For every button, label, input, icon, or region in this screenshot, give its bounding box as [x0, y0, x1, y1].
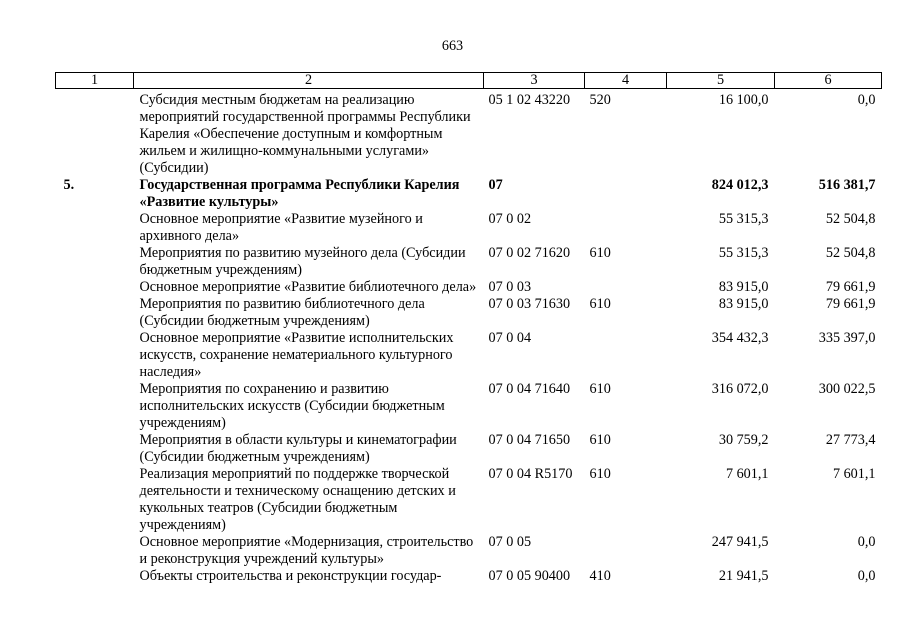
row-number-cell — [56, 279, 134, 296]
table-row — [56, 568, 882, 585]
row-amount-2-cell: 0,0 — [857, 568, 876, 584]
row-code-cell: 07 0 05 — [488, 534, 532, 550]
row-name-cell: Основное мероприятие «Развитие музейного и архивного дела» — [139, 211, 423, 244]
row-amount-1-cell: 83 915,0 — [718, 279, 769, 295]
row-number-cell — [56, 296, 134, 330]
row-name-cell: Субсидия местным бюджетам на реализацию мероприятий государственной программы Республики Карелия «Обеспечение доступным и комфортным жильем и жилищно-коммунальными услугами» (Субсидии) — [139, 92, 471, 176]
column-header: 2 — [134, 73, 484, 89]
row-type-cell — [585, 177, 667, 211]
row-code-cell: 07 0 03 — [488, 279, 532, 295]
row-type-cell: 520 — [589, 92, 611, 108]
row-name-cell: Мероприятия по сохранению и развитию исполнительских искусств (Субсидии бюджетным учреждениям) — [139, 381, 445, 431]
row-code-cell: 07 0 05 90400 — [488, 568, 571, 584]
row-name-cell: Мероприятия по развитию музейного дела (Субсидии бюджетным учреждениям) — [139, 245, 466, 278]
row-amount-2-cell: 7 601,1 — [832, 466, 876, 482]
row-type-cell: 610 — [589, 296, 611, 312]
row-amount-2-cell: 27 773,4 — [825, 432, 876, 448]
row-amount-2-cell: 52 504,8 — [825, 245, 876, 261]
row-number-cell — [56, 381, 134, 432]
row-name-cell: Объекты строительства и реконструкции государ- — [139, 568, 442, 584]
table-row — [56, 245, 882, 279]
column-header: 1 — [56, 73, 134, 89]
row-number-cell — [56, 568, 134, 585]
row-name-cell: Основное мероприятие «Развитие исполнительских искусств, сохранение нематериального культурного наследия» — [139, 330, 454, 380]
row-code-cell: 07 0 04 71650 — [488, 432, 571, 448]
row-type-cell: 610 — [589, 432, 611, 448]
row-amount-1-cell: 316 072,0 — [711, 381, 769, 397]
row-name-cell: Основное мероприятие «Развитие библиотечного дела» — [139, 279, 477, 295]
table-row — [56, 381, 882, 432]
row-amount-2-cell: 0,0 — [857, 534, 876, 550]
row-number-cell — [56, 466, 134, 534]
row-type-cell — [585, 211, 667, 245]
table-header-row — [56, 73, 882, 89]
row-code-cell: 07 0 03 71630 — [488, 296, 571, 312]
row-amount-2-cell: 52 504,8 — [825, 211, 876, 227]
column-header: 4 — [585, 73, 667, 89]
row-amount-1-cell: 21 941,5 — [718, 568, 769, 584]
row-name-cell: Реализация мероприятий по поддержке творческой деятельности и техническому оснащению детских и кукольных театров (Субсидии бюджетным учреждениям) — [139, 466, 456, 533]
row-type-cell: 410 — [589, 568, 611, 584]
row-number-cell — [56, 432, 134, 466]
row-code-cell: 07 0 04 71640 — [488, 381, 571, 397]
row-name-cell: Основное мероприятие «Модернизация, строительство и реконструкция учреждений культуры» — [139, 534, 474, 567]
row-amount-1-cell: 30 759,2 — [718, 432, 769, 448]
row-number-cell — [56, 534, 134, 568]
table-row — [56, 432, 882, 466]
table-row — [56, 330, 882, 381]
row-amount-1-cell: 16 100,0 — [718, 92, 769, 108]
row-amount-2-cell: 516 381,7 — [818, 177, 876, 193]
row-code-cell: 05 1 02 43220 — [488, 92, 571, 108]
row-amount-1-cell: 55 315,3 — [718, 245, 769, 261]
row-amount-2-cell: 335 397,0 — [818, 330, 876, 346]
row-name-cell: Государственная программа Республики Карелия «Развитие культуры» — [139, 177, 460, 210]
row-number-cell — [56, 89, 134, 178]
row-type-cell: 610 — [589, 466, 611, 482]
row-code-cell: 07 0 02 71620 — [488, 245, 571, 261]
row-code-cell: 07 0 04 — [488, 330, 532, 346]
row-amount-1-cell: 354 432,3 — [711, 330, 769, 346]
page-number: 663 — [441, 38, 464, 54]
table-row — [56, 296, 882, 330]
table-row — [56, 534, 882, 568]
row-type-cell: 610 — [589, 381, 611, 397]
row-code-cell: 07 0 02 — [488, 211, 532, 227]
row-amount-1-cell: 83 915,0 — [718, 296, 769, 312]
row-amount-2-cell: 0,0 — [857, 92, 876, 108]
budget-table — [55, 72, 882, 585]
row-amount-2-cell: 79 661,9 — [825, 296, 876, 312]
row-amount-1-cell: 824 012,3 — [711, 177, 769, 193]
column-header: 3 — [484, 73, 585, 89]
table-row — [56, 177, 882, 211]
column-header: 5 — [667, 73, 775, 89]
table-row — [56, 211, 882, 245]
row-amount-2-cell: 300 022,5 — [818, 381, 876, 397]
row-code-cell: 07 — [488, 177, 503, 193]
table-row — [56, 279, 882, 296]
row-name-cell: Мероприятия по развитию библиотечного дела (Субсидии бюджетным учреждениям) — [139, 296, 425, 329]
row-type-cell — [585, 534, 667, 568]
row-type-cell — [585, 279, 667, 296]
row-name-cell: Мероприятия в области культуры и кинематографии (Субсидии бюджетным учреждениям) — [139, 432, 457, 465]
row-code-cell: 07 0 04 R5170 — [488, 466, 573, 482]
row-amount-1-cell: 247 941,5 — [711, 534, 769, 550]
row-number-cell — [56, 330, 134, 381]
row-number-cell: 5. — [63, 177, 75, 193]
table-body — [56, 89, 882, 586]
row-amount-1-cell: 55 315,3 — [718, 211, 769, 227]
table-row — [56, 89, 882, 178]
row-type-cell: 610 — [589, 245, 611, 261]
row-type-cell — [585, 330, 667, 381]
column-header: 6 — [775, 73, 882, 89]
row-number-cell — [56, 245, 134, 279]
row-number-cell — [56, 211, 134, 245]
row-amount-1-cell: 7 601,1 — [725, 466, 769, 482]
row-amount-2-cell: 79 661,9 — [825, 279, 876, 295]
table-row — [56, 466, 882, 534]
